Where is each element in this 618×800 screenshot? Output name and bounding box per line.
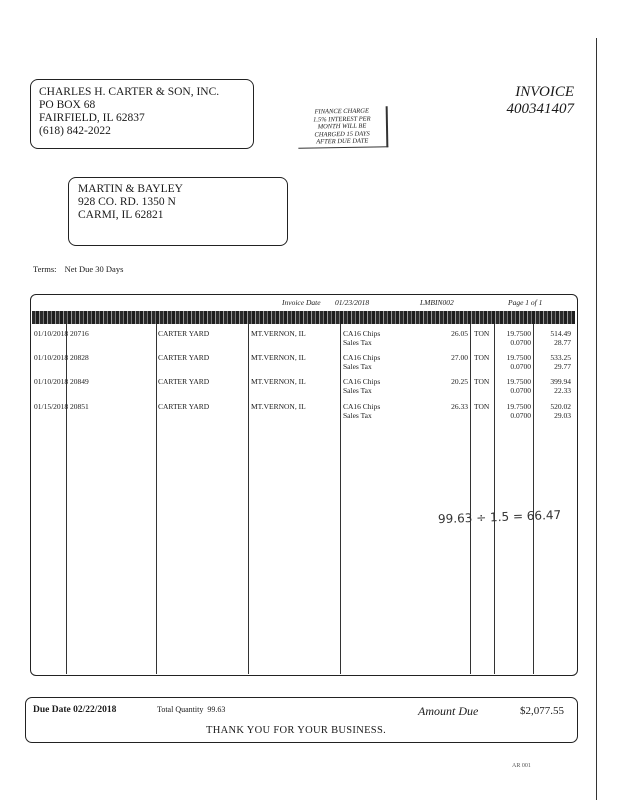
- vendor-city: FAIRFIELD, IL 62837: [39, 112, 145, 124]
- amount-due-label: Amount Due: [418, 704, 479, 718]
- bill-to-box: [68, 177, 288, 246]
- invoice-date: 01/23/2018: [335, 298, 370, 307]
- invoice-title: INVOICE: [515, 84, 574, 100]
- due-date: Due Date 02/22/2018: [33, 705, 117, 715]
- customer-city: CARMI, IL 62821: [78, 209, 164, 221]
- col-divider: [248, 324, 249, 674]
- terms-label: Terms:: [33, 264, 57, 274]
- col-divider: [470, 324, 471, 674]
- finance-charge-note: FINANCE CHARGE 1.5% INTEREST PER MONTH WILL BE CHARGED 15 DAYS AFTER DUE DATE: [298, 106, 389, 148]
- customer-name: MARTIN & BAYLEY: [78, 183, 183, 195]
- invoice-date-label: Invoice Date: [282, 298, 321, 307]
- vendor-phone: (618) 842-2022: [39, 125, 111, 137]
- terms-value: Net Due 30 Days: [64, 264, 124, 274]
- thank-you-message: THANK YOU FOR YOUR BUSINESS.: [206, 725, 387, 736]
- totals-box: [25, 697, 578, 743]
- amount-due-value: $2,077.55: [520, 705, 564, 717]
- scan-edge-line: [596, 38, 597, 800]
- col-divider: [533, 324, 534, 674]
- customer-street: 928 CO. RD. 1350 N: [78, 196, 176, 208]
- invoice-number: 400341407: [506, 101, 574, 117]
- page-indicator: Page 1 of 1: [508, 298, 543, 307]
- vendor-po-box: PO BOX 68: [39, 99, 96, 111]
- table-header-band: [32, 311, 575, 324]
- vendor-address-box: [30, 79, 254, 149]
- line-items-table: [30, 294, 578, 676]
- handwritten-calculation: 99.63 ÷ 1.5 = 66.47: [437, 507, 562, 527]
- total-quantity: Total Quantity 99.63: [157, 705, 226, 714]
- customer-code: LMBIN002: [420, 298, 454, 307]
- col-divider: [494, 324, 495, 674]
- col-divider: [340, 324, 341, 674]
- terms: [33, 264, 123, 274]
- page-stamp: AR 001: [512, 763, 531, 769]
- vendor-name: CHARLES H. CARTER & SON, INC.: [39, 86, 220, 98]
- col-divider: [156, 324, 157, 674]
